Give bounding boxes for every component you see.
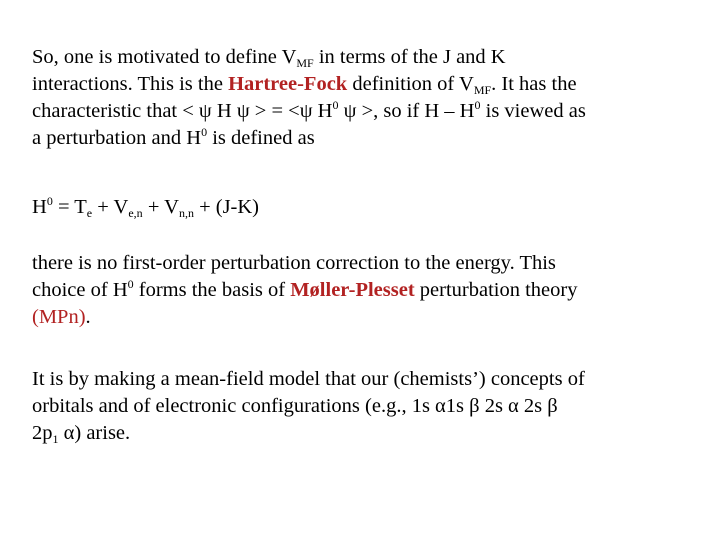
paragraph-hartree-fock (32, 44, 702, 152)
text-line (32, 44, 702, 71)
subscript: MF (473, 83, 492, 97)
text: definition of V (347, 73, 474, 95)
text: orbitals and of electronic configurations (e.g., 1s α1s β 2s α 2s β (32, 395, 558, 417)
text-line (32, 194, 702, 221)
text: forms the basis of (133, 279, 291, 301)
subscript: MF (296, 56, 314, 70)
subscript: e,n (128, 206, 143, 220)
text-line (32, 393, 702, 420)
superscript: 0 (46, 194, 53, 208)
subscript: e (86, 206, 93, 220)
text-line (32, 366, 702, 393)
text: a perturbation and H (32, 127, 202, 149)
highlight-term-mpn: (MPn) (32, 306, 86, 328)
text-line (32, 98, 702, 125)
text-line (32, 277, 702, 304)
subscript: 1 (52, 432, 59, 446)
text-line (32, 125, 702, 152)
text: characteristic that < ψ H ψ > = <ψ H (32, 100, 333, 122)
text: there is no first-order perturbation correction to the energy. This (32, 252, 556, 274)
text: + V (92, 196, 129, 218)
text-line (32, 304, 702, 331)
text-line (32, 250, 702, 277)
highlight-term-moller-plesset: Møller-Plesset (290, 279, 415, 301)
text: 2p (32, 422, 53, 444)
text: H (32, 196, 47, 218)
superscript: 0 (474, 98, 481, 112)
text: . It has the (491, 73, 577, 95)
text: It is by making a mean-field model that our (chemists’) concepts of (32, 368, 585, 390)
text: is defined as (207, 127, 315, 149)
text: in terms of the J and K (313, 46, 506, 68)
text-line (32, 420, 702, 447)
text: = T (52, 196, 87, 218)
text: perturbation theory (414, 279, 578, 301)
text-line (32, 71, 702, 98)
text: So, one is motivated to define V (32, 46, 297, 68)
text: ψ >, so if H – H (338, 100, 475, 122)
paragraph-mean-field (32, 366, 702, 447)
text: choice of H (32, 279, 128, 301)
paragraph-moller-plesset (32, 250, 702, 331)
text: . (85, 306, 91, 328)
text: is viewed as (480, 100, 586, 122)
text: + (J-K) (193, 196, 260, 218)
superscript: 0 (332, 98, 339, 112)
superscript: 0 (201, 125, 208, 139)
text: interactions. This is the (32, 73, 229, 95)
text: α) arise. (58, 422, 131, 444)
superscript: 0 (127, 277, 134, 291)
text: + V (142, 196, 179, 218)
highlight-term-hartree-fock: Hartree-Fock (228, 73, 348, 95)
equation-h0 (32, 194, 702, 221)
subscript: n,n (178, 206, 194, 220)
